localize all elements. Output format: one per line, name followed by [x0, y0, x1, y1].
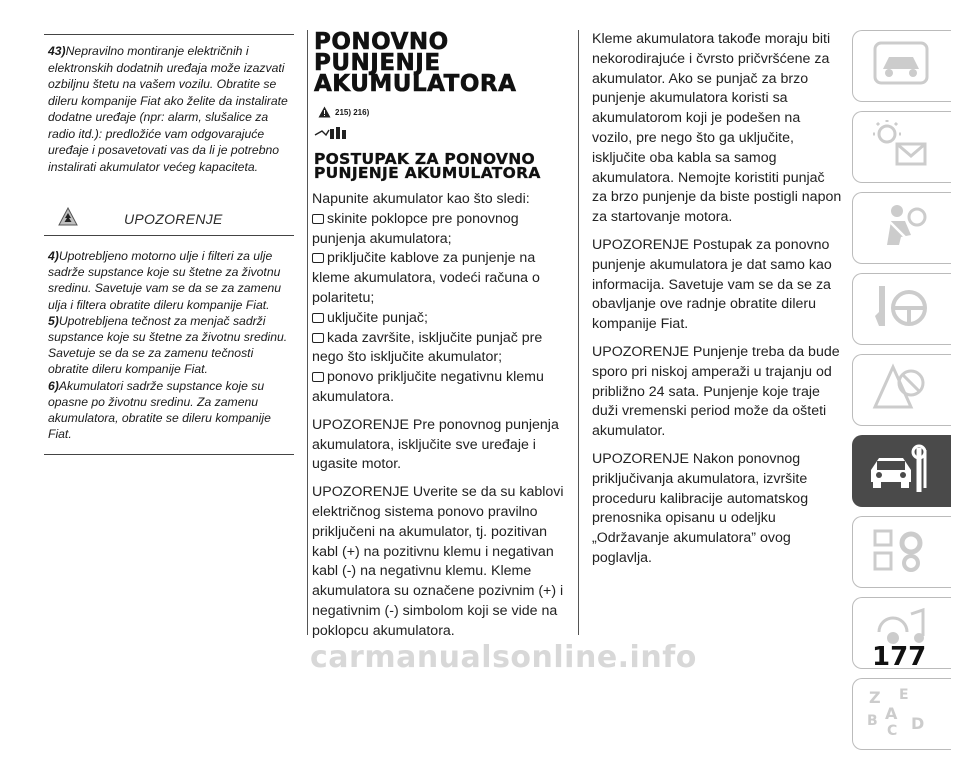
list-item-text: uključite punjač; — [327, 309, 428, 326]
right-text — [592, 30, 842, 569]
bullet-icon — [312, 214, 324, 224]
warning-item-number: 6) — [48, 378, 59, 393]
left-column — [44, 34, 294, 455]
tab-warning-lights[interactable] — [852, 111, 951, 183]
car-wrench-icon — [867, 444, 931, 498]
alphabet-index-icon — [865, 685, 929, 737]
paragraph: UPOZORENJE Pre ponovnog punjenja akumulatora, isključite sve uređaje i ugasite motor. — [312, 416, 559, 473]
pictogram-row — [314, 126, 570, 142]
paragraph: Kleme akumulatora takođe moraju biti nekorodirajuće i čvrsto pričvršćene za akumulator. Ako se punjač za brzo punjenje akumulatora koristi sa akumulatorom koji je podešen na vozilo, pre nego što ga uključite, isključite oba kabla sa samog akumulatora. Nemojte koristiti punjač za brzo punjenje da biste postigli napon za startovanje motora. — [592, 31, 842, 226]
subsection-heading: POSTUPAK ZA PONOVNO PUNJENJE AKUMULATORA — [314, 150, 541, 182]
tab-safety[interactable] — [852, 192, 951, 264]
warning-title: UPOZORENJE — [124, 211, 223, 227]
svg-text:Z: Z — [869, 688, 881, 707]
warning-header — [44, 201, 294, 235]
right-column — [592, 30, 842, 577]
svg-text:A: A — [885, 704, 898, 723]
warning-refs: 215) 216) — [335, 108, 370, 117]
svg-text:C: C — [887, 723, 898, 737]
warning-item-text: Upotrebljeno motorno ulje i filteri za ulje sadrže supstance koje su štetne za životnu sredinu. Savetuje vam se da se za zamenu ulja i filtera obratite dileru kompanije Fiat. — [48, 249, 282, 312]
environment-icon — [58, 207, 78, 227]
list-item — [312, 329, 570, 369]
warning-text — [44, 235, 294, 455]
tab-emergency[interactable] — [852, 354, 951, 426]
list-item-text: priključite kablove za punjenje na kleme akumulatora, vodeći računa o polaritetu; — [312, 250, 540, 306]
note-number: 43) — [48, 44, 66, 58]
warning-triangle-icon — [318, 106, 331, 118]
road-warning-icon — [871, 363, 931, 413]
warning-lights-icon — [871, 120, 931, 170]
specs-gears-icon — [871, 525, 931, 575]
intro-text: Napunite akumulator kao što sledi: — [312, 191, 530, 207]
bullet-icon — [312, 333, 324, 343]
refs-row — [318, 104, 570, 118]
list-item-text: skinite poklopce pre ponovnog punjenja akumulatora; — [312, 210, 519, 247]
warning-item-number: 5) — [48, 313, 59, 328]
bullet-icon — [312, 372, 324, 382]
tab-maintenance[interactable] — [852, 435, 951, 507]
bullet-icon — [312, 253, 324, 263]
list-item — [312, 368, 570, 408]
page-number: 177 — [872, 642, 927, 672]
section-heading: PONOVNO PUNJENJE AKUMULATORA — [314, 29, 517, 97]
paragraph: UPOZORENJE Nakon ponovnog priključivanja akumulatora, izvršite proceduru kalibracije automatskog prenosnika opisanu u odeljku „Održavanje akumulatora” ovog poglavlja. — [592, 450, 809, 566]
list-item-text: kada završite, isključite punjač pre nego što isključite akumulator; — [312, 329, 543, 366]
svg-text:D: D — [911, 714, 925, 733]
watermark: carmanualsonline.info — [310, 640, 697, 675]
list-item — [312, 249, 570, 308]
paragraph: UPOZORENJE Uverite se da su kablovi električnog sistema ponovo pravilno priključeni na akumulator, tj. pozitivan kabl (+) na pozitivnu klemu i negativan kabl (-) na negativnu klemu. Kleme akumulatora su označene pozivnim (+) i negativnim (-) simbolom koji se vide na poklopcu akumulatora. — [312, 484, 564, 639]
warning-item-text: Upotrebljena tečnost za menjač sadrži supstance koje su štetne za životnu sredinu. Savetuje se da se za zamenu tečnosti obratite dileru kompanije Fiat. — [48, 313, 288, 377]
bullet-icon — [312, 313, 324, 323]
note-text: Nepravilno montiranje električnih i elektronskih dodatnih uređaja može izazvati ozbiljnu štetu na vašem vozilu. Obratite se dileru kompanije Fiat ako želite da instalirate dodatne uređaje (npr: alarm, slušalice za radio itd.): predložiće vam odgovarajuće uređaje i posavetovati vas da li je potrebno instalirati akumulator većeg kapaciteta. — [48, 44, 288, 174]
key-steering-icon — [871, 282, 931, 332]
airbag-seatbelt-icon — [871, 201, 931, 251]
svg-text:E: E — [899, 687, 909, 703]
procedure-text — [312, 190, 570, 642]
middle-column — [312, 0, 570, 650]
paragraph: UPOZORENJE Postupak za ponovno punjenje akumulatora je dat samo kao informacija. Savetuje vam se da se za obavljanje ove radnje obratite dileru kompanije Fiat. — [592, 236, 832, 333]
list-item-text: ponovo priključite negativnu klemu akumulatora. — [312, 369, 544, 405]
tab-technical-data[interactable] — [852, 516, 951, 588]
tab-starting-driving[interactable] — [852, 273, 951, 345]
tab-dashboard[interactable] — [852, 30, 951, 102]
battery-charger-icon — [314, 126, 348, 140]
column-divider — [578, 30, 579, 635]
column-divider — [307, 30, 308, 635]
list-item — [312, 210, 570, 250]
tab-index[interactable] — [852, 678, 951, 750]
car-dashboard-icon — [871, 39, 931, 89]
list-item — [312, 309, 570, 329]
note-box — [44, 34, 294, 189]
svg-text:B: B — [867, 713, 878, 729]
warning-item-number: 4) — [48, 249, 59, 263]
warning-item-text: Akumulatori sadrže supstance koje su opasne po životnu sredinu. Za zamenu akumulatora, obratite se dileru kompanije Fiat. — [48, 378, 271, 442]
warning-box — [44, 195, 294, 455]
paragraph: UPOZORENJE Punjenje treba da bude sporo pri niskoj amperaži u trajanju od približno 24 sata. Punjenje koje traje duži vremenski period može da ošteti akumulator. — [592, 343, 840, 440]
